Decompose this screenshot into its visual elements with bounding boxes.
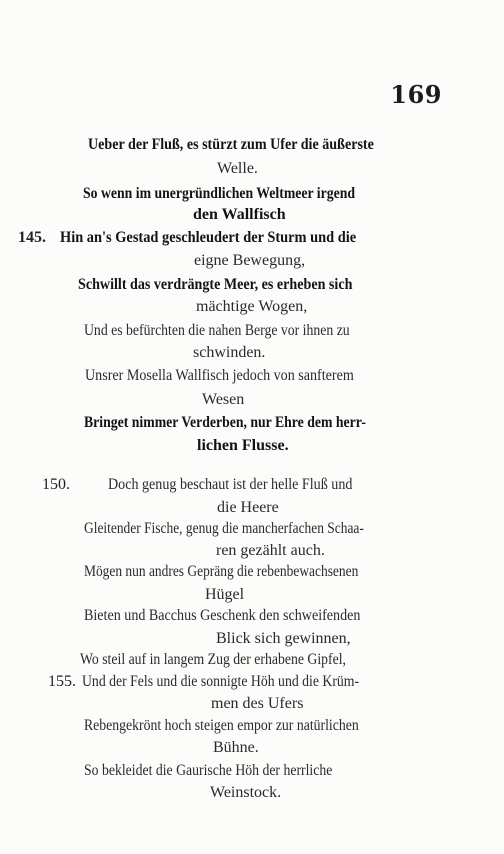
verse-line: So bekleidet die Gaurische Höh der herrliche: [84, 762, 333, 779]
verse-line: Und es befürchten die nahen Berge vor ihnen zu: [84, 322, 350, 339]
verse-line: Bieten und Bacchus Geschenk den schweifenden: [84, 607, 361, 624]
verse-line: Blick sich gewinnen,: [216, 630, 351, 647]
verse-number-150: 150.: [42, 476, 70, 493]
verse-line: Mögen nun andres Gepräng die rebenbewachsenen: [84, 563, 359, 580]
verse-line: Hin an's Gestad geschleudert der Sturm und die: [60, 229, 357, 246]
verse-line: Und der Fels und die sonnigte Höh und die Krüm-: [82, 673, 360, 690]
verse-line: Hügel: [205, 586, 245, 603]
verse-line: Welle.: [217, 160, 258, 177]
page-number: 169: [390, 80, 442, 109]
verse-line: Doch genug beschaut ist der helle Fluß und: [108, 476, 353, 493]
verse-line: lichen Flusse.: [197, 437, 289, 454]
verse-line: Ueber der Fluß, es stürzt zum Ufer die äußerste: [88, 136, 374, 153]
verse-line: Bühne.: [213, 739, 259, 756]
verse-line: eigne Bewegung,: [194, 252, 306, 269]
verse-line: Weinstock.: [210, 784, 282, 801]
verse-line: mächtige Wogen,: [196, 298, 308, 315]
verse-line: schwinden.: [193, 344, 266, 361]
verse-number-145: 145.: [18, 229, 46, 246]
verse-line: Wesen: [202, 391, 245, 408]
verse-line: Unsrer Mosella Wallfisch jedoch von sanfterem: [85, 367, 354, 384]
verse-number-155: 155.: [48, 673, 76, 690]
verse-line: Wo steil auf in langem Zug der erhabene Gipfel,: [80, 651, 346, 668]
verse-line: men des Ufers: [211, 695, 304, 712]
verse-line: Schwillt das verdrängte Meer, es erheben sich: [78, 276, 353, 293]
verse-line: die Heere: [217, 499, 279, 516]
verse-line: Bringet nimmer Verderben, nur Ehre dem herr-: [84, 414, 366, 431]
verse-line: Gleitender Fische, genug die mancherfachen Schaa-: [84, 520, 364, 537]
verse-line: So wenn im unergründlichen Weltmeer irgend: [83, 185, 356, 202]
verse-line: Rebengekrönt hoch steigen empor zur natürlichen: [84, 717, 359, 734]
verse-line: den Wallfisch: [193, 206, 286, 223]
verse-line: ren gezählt auch.: [216, 542, 325, 559]
